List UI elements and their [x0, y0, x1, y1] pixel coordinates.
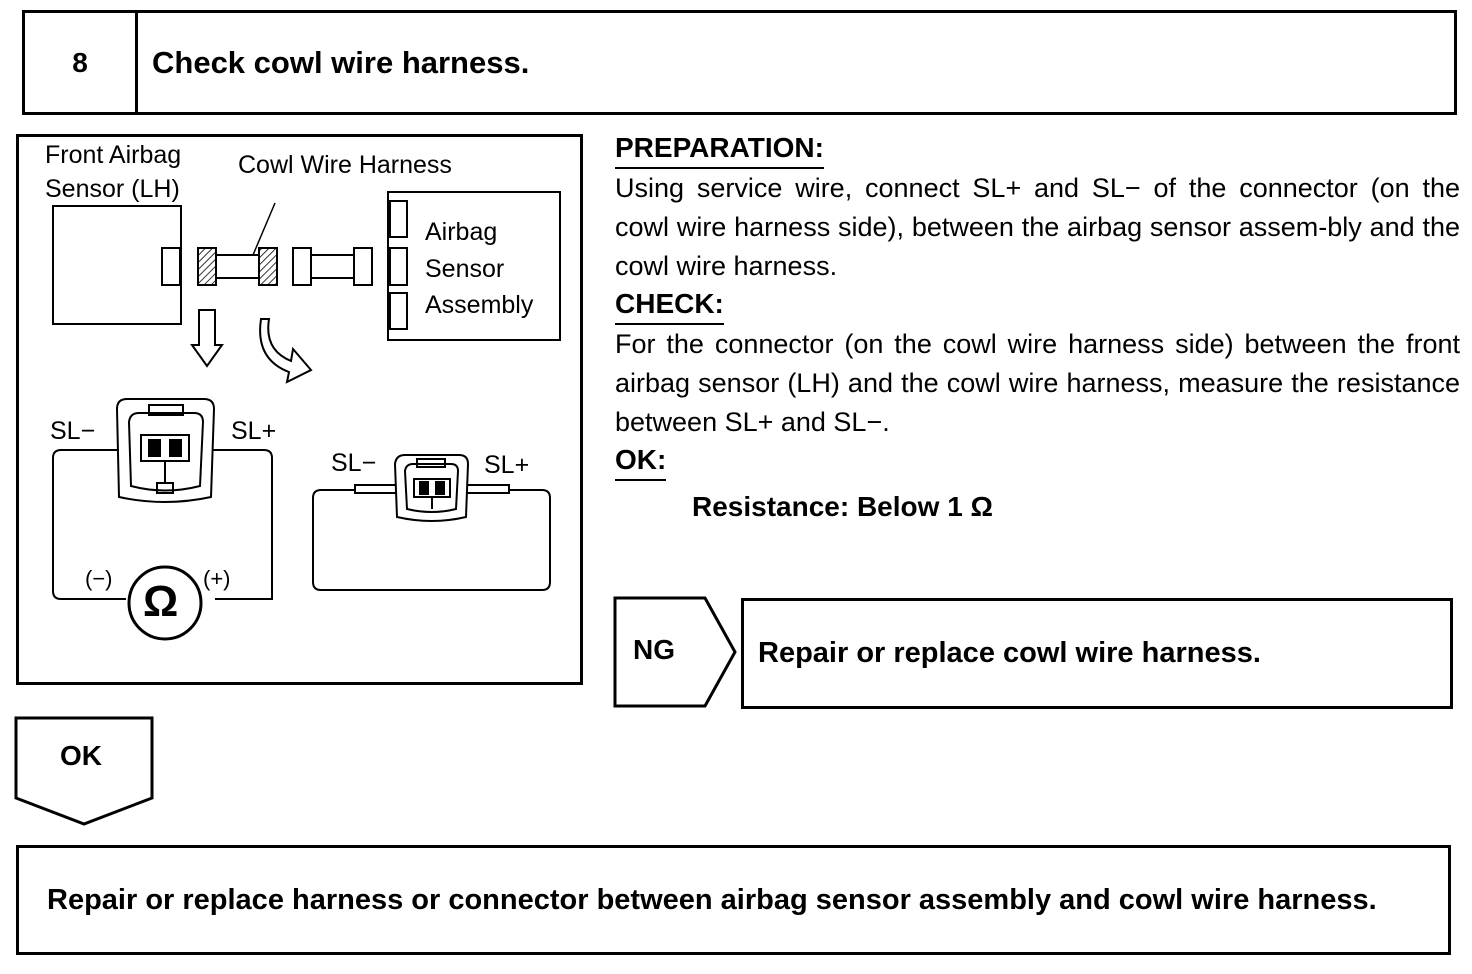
label-front-airbag-sensor-line1: Front Airbag [45, 141, 182, 169]
ohm-symbol: Ω [143, 577, 179, 626]
ok-arrow-icon [14, 716, 156, 828]
down-arrow-icon [192, 310, 222, 366]
meter-lead-minus-label: (−) [85, 566, 113, 591]
meter-terminal-plus-label: SL+ [231, 417, 277, 445]
jumper-terminal-minus-label: SL− [331, 449, 377, 477]
label-airbag-sensor-line2: Sensor [425, 255, 505, 283]
front-sensor-connector [162, 248, 180, 285]
ok-action-box [16, 845, 1451, 955]
jumper-terminal-plus-label: SL+ [484, 451, 530, 479]
label-cowl-wire-harness: Cowl Wire Harness [238, 151, 452, 179]
ok-resistance-spec: Resistance: Below 1 Ω [692, 491, 993, 522]
curved-arrow-icon [260, 319, 311, 382]
meter-terminal-minus-label: SL− [50, 417, 96, 445]
step-title: Check cowl wire harness. [152, 44, 530, 80]
ng-action-box [741, 598, 1453, 709]
check-text: For the connector (on the cowl wire harness side) between the front airbag sensor (LH) and the cowl wire harness, measure the resistance between SL+ and SL−. [615, 329, 1460, 437]
label-airbag-sensor-line1: Airbag [425, 218, 498, 246]
label-airbag-sensor-line3: Assembly [425, 291, 534, 319]
wiring-illustration [16, 134, 583, 685]
ok-label: OK [60, 740, 102, 771]
preparation-text: Using service wire, connect SL+ and SL− of the connector (on the cowl wire harness side), between the airbag sensor assem-bly and the cowl wire harness. [615, 173, 1460, 281]
ok-action-text: Repair or replace harness or connector between airbag sensor assembly and cowl wire harness. [47, 883, 1377, 916]
ng-label: NG [633, 634, 675, 665]
step-header [22, 10, 1457, 115]
assembly-link-connector-left [293, 248, 311, 285]
harness-connector-right [259, 248, 277, 285]
meter-lead-plus-label: (+) [203, 566, 231, 591]
check-heading: CHECK: [615, 286, 724, 325]
label-front-airbag-sensor-line2: Sensor (LH) [45, 175, 180, 203]
ok-heading: OK: [615, 442, 666, 481]
preparation-heading: PREPARATION: [615, 130, 824, 169]
instructions-panel [615, 130, 1460, 525]
ng-action-text: Repair or replace cowl wire harness. [758, 637, 1261, 669]
harness-connector-left [198, 248, 216, 285]
step-number: 8 [25, 13, 138, 112]
ng-arrow-icon [613, 596, 739, 708]
assembly-link-connector-right [354, 248, 372, 285]
